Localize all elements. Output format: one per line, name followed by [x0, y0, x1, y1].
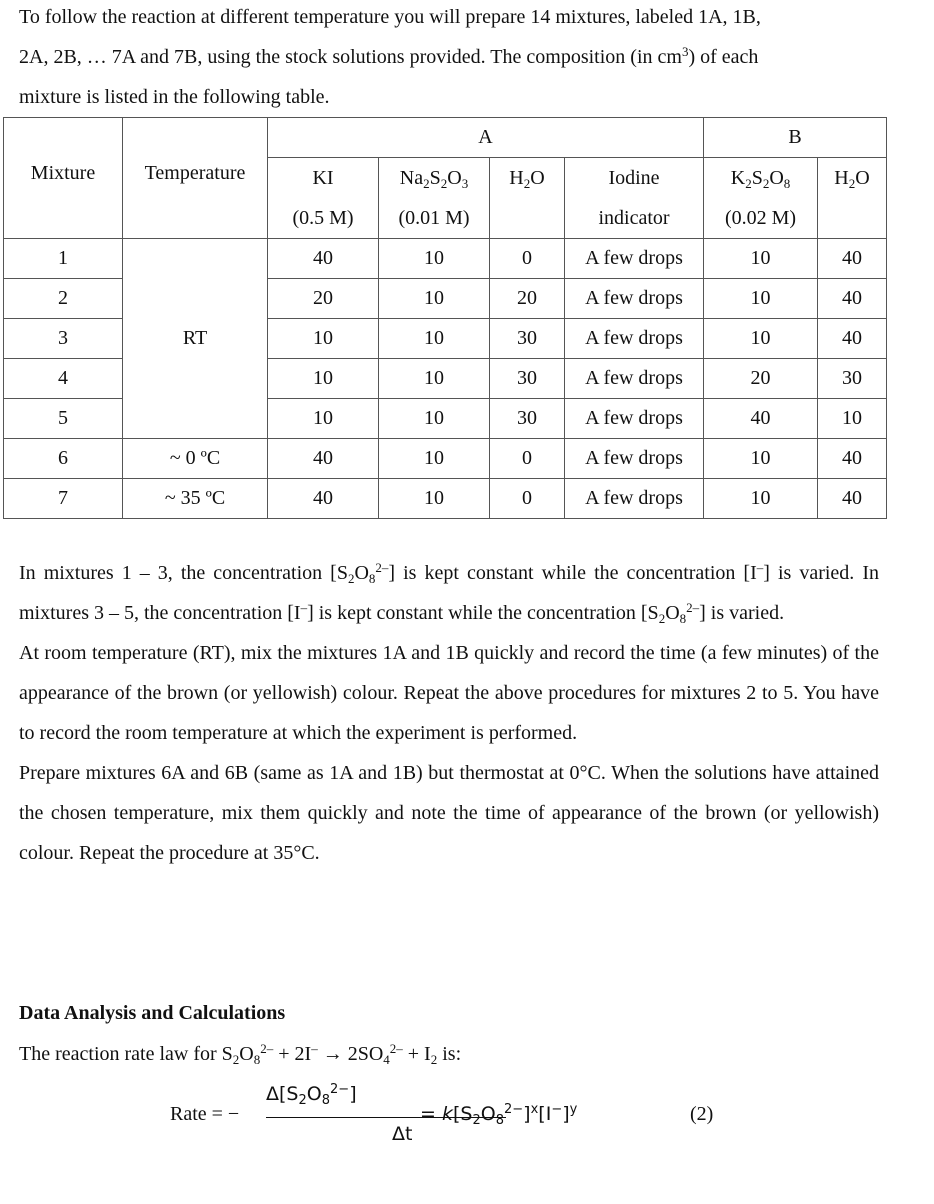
- col-ki: KI (0.5 M): [268, 158, 379, 239]
- cell-na2s2o3: 10: [379, 359, 490, 399]
- cell-h2o-b: 40: [818, 479, 887, 519]
- rate-law-rhs: = $k[S_2O_8^{2-}]^x[I^-]^y$: [420, 1102, 578, 1128]
- cell-mixture: 3: [4, 319, 123, 359]
- cell-h2o-b: 30: [818, 359, 887, 399]
- cell-iodine: A few drops: [565, 479, 704, 519]
- cell-h2o-b: 40: [818, 239, 887, 279]
- cell-temperature: ~ 0 ºC: [123, 439, 268, 479]
- mixture-table: [3, 117, 887, 519]
- cell-na2s2o3: 10: [379, 319, 490, 359]
- table-row: [4, 479, 887, 519]
- section-heading: Data Analysis and Calculations: [19, 1002, 286, 1024]
- cell-iodine: A few drops: [565, 239, 704, 279]
- cell-iodine: A few drops: [565, 319, 704, 359]
- cell-na2s2o3: 10: [379, 239, 490, 279]
- cell-mixture: 5: [4, 399, 123, 439]
- cell-rt: RT: [123, 239, 268, 439]
- cell-mixture: 6: [4, 439, 123, 479]
- rate-law-intro: The reaction rate law for $S_2O_8^{2-} + 2I^- \to 2SO_4^{2-} + I_2$ is:: [19, 1041, 462, 1067]
- cell-na2s2o3: 10: [379, 479, 490, 519]
- cell-ki: 40: [268, 479, 379, 519]
- cell-mixture: 4: [4, 359, 123, 399]
- rate-equation: [170, 1083, 730, 1153]
- cell-iodine: A few drops: [565, 359, 704, 399]
- cell-mixture: 2: [4, 279, 123, 319]
- intro-paragraph: [19, 0, 879, 117]
- cell-na2s2o3: 10: [379, 399, 490, 439]
- cell-k2s2o8: 10: [704, 239, 818, 279]
- col-iodine-indicator: Iodine indicator: [565, 158, 704, 239]
- cell-h2o-a: 30: [490, 399, 565, 439]
- cell-iodine: A few drops: [565, 279, 704, 319]
- group-header-row: [4, 118, 887, 158]
- cell-h2o-a: 0: [490, 239, 565, 279]
- cell-ki: 40: [268, 239, 379, 279]
- group-b-label: B: [704, 118, 887, 158]
- cell-k2s2o8: 10: [704, 439, 818, 479]
- col-k2s2o8: $K_2S_2O_8$ (0.02 M): [704, 158, 818, 239]
- cell-na2s2o3: 10: [379, 279, 490, 319]
- group-a-label: A: [268, 118, 704, 158]
- col-temperature: Temperature: [123, 158, 268, 239]
- cell-temperature: ~ 35 ºC: [123, 479, 268, 519]
- cell-ki: 40: [268, 439, 379, 479]
- cell-ki: 10: [268, 399, 379, 439]
- fraction-denominator: Δt: [392, 1123, 413, 1145]
- cell-iodine: A few drops: [565, 399, 704, 439]
- col-h2o-a: $H_2O$: [490, 158, 565, 239]
- cell-h2o-b: 40: [818, 439, 887, 479]
- col-na2s2o3: $Na_2S_2O_3$ (0.01 M): [379, 158, 490, 239]
- paragraph-room-temperature: At room temperature (RT), mix the mixtures 1A and 1B quickly and record the time (a few minutes) of the appearance of the brown (or yellowish) colour. Repeat the above procedures for mixtures 2 to 5. You have to record the room temperature at which the experiment is performed.: [19, 642, 879, 744]
- equation-number: (2): [690, 1103, 714, 1125]
- fraction-numerator: $\Delta[S_2O_8^{2-}]$: [266, 1082, 357, 1108]
- rate-label: Rate = −: [170, 1103, 240, 1125]
- cell-k2s2o8: 10: [704, 279, 818, 319]
- procedure-text: [19, 553, 879, 873]
- col-h2o-b: $H_2O$: [818, 158, 887, 239]
- table-row: [4, 439, 887, 479]
- cell-iodine: A few drops: [565, 439, 704, 479]
- cell-h2o-b: 40: [818, 279, 887, 319]
- intro-line-2: 2A, 2B, … 7A and 7B, using the stock solutions provided. The composition (in $cm^3$) of each: [19, 44, 759, 68]
- cell-ki: 10: [268, 359, 379, 399]
- cell-ki: 20: [268, 279, 379, 319]
- paragraph-thermostat: Prepare mixtures 6A and 6B (same as 1A and 1B) but thermostat at 0°C. When the solutions have attained the chosen temperature, mix them quickly and note the time of appearance of the brown (or yellowish) colour. Repeat the procedure at 35°C.: [19, 762, 879, 864]
- cell-na2s2o3: 10: [379, 439, 490, 479]
- cell-ki: 10: [268, 319, 379, 359]
- cell-h2o-a: 0: [490, 479, 565, 519]
- cell-h2o-b: 40: [818, 319, 887, 359]
- col-mixture: Mixture: [4, 158, 123, 239]
- cell-k2s2o8: 10: [704, 319, 818, 359]
- cell-h2o-a: 0: [490, 439, 565, 479]
- intro-line-1: To follow the reaction at different temperature you will prepare 14 mixtures, labeled 1A, 1B,: [19, 6, 761, 28]
- cell-h2o-a: 20: [490, 279, 565, 319]
- cell-h2o-b: 10: [818, 399, 887, 439]
- intro-line-3: mixture is listed in the following table.: [19, 86, 330, 108]
- cell-h2o-a: 30: [490, 319, 565, 359]
- cell-k2s2o8: 40: [704, 399, 818, 439]
- paragraph-concentrations: In mixtures 1 – 3, the concentration $[S_2O_8^{2-}]$ is kept constant while the concentration [I–] is varied. In mixtures 3 – 5, the concentration [I–] is kept constant while the concentration $[S_2O_8^{2-}]$ is varied.: [19, 560, 879, 626]
- table-row: [4, 239, 887, 279]
- column-header-row: [4, 158, 887, 239]
- cell-mixture: 7: [4, 479, 123, 519]
- cell-mixture: 1: [4, 239, 123, 279]
- cell-k2s2o8: 20: [704, 359, 818, 399]
- cell-k2s2o8: 10: [704, 479, 818, 519]
- cell-h2o-a: 30: [490, 359, 565, 399]
